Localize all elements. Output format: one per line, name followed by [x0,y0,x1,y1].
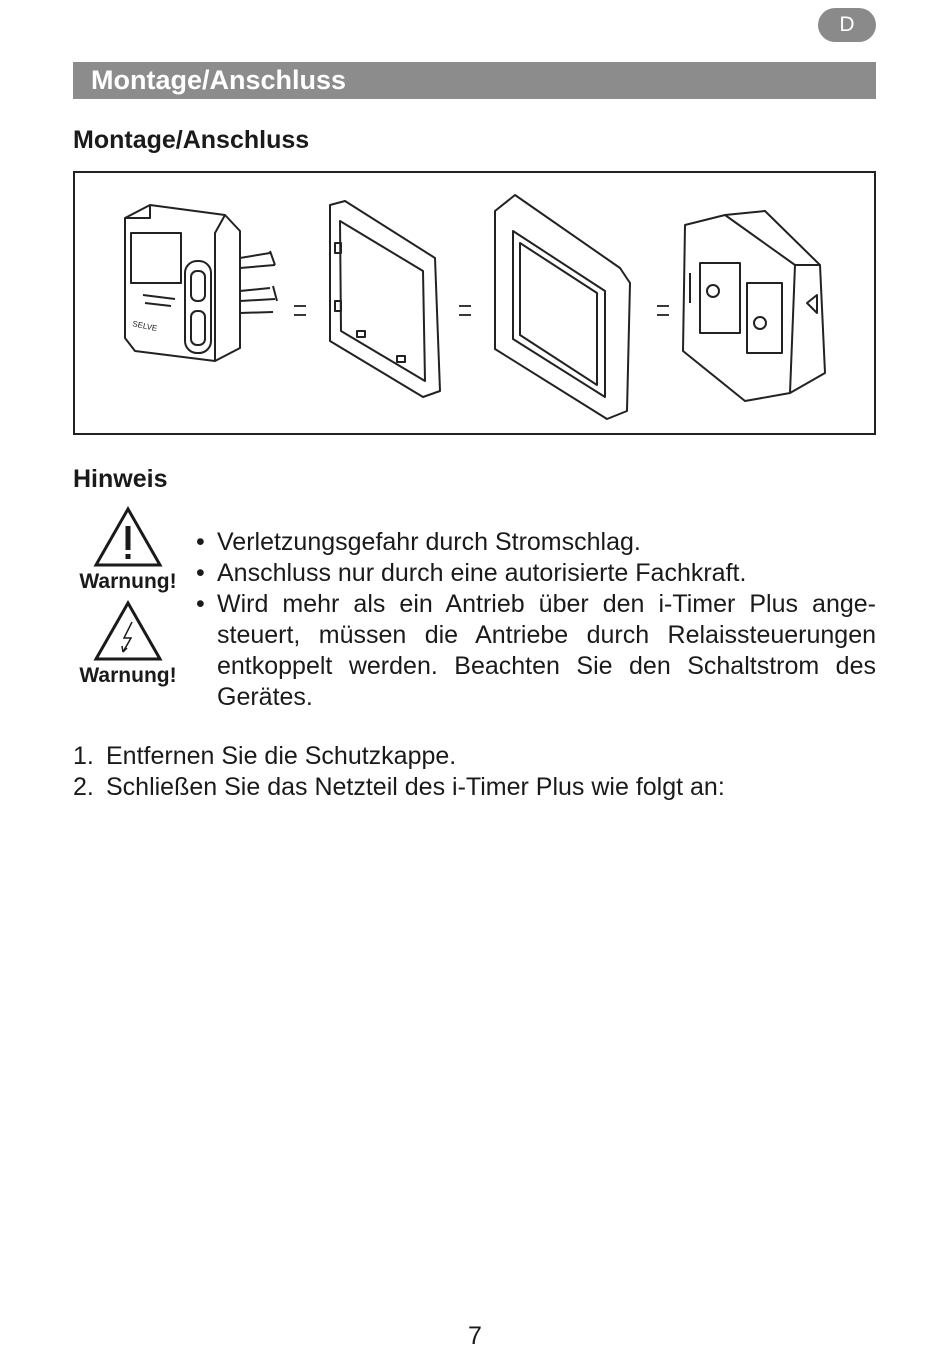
mounting-illustration [73,171,876,435]
section-title-bar: Montage/Anschluss [73,62,876,99]
page-number: 7 [468,1322,482,1350]
step-item [73,741,876,772]
device-brand-text: SELVE [131,319,159,334]
step-item [73,772,876,803]
electric-shock-warning-icon [93,600,163,662]
timer-device-drawing [125,205,277,361]
warning-label: Warnung! [79,570,177,593]
step-text: Entfernen Sie die Schutzkappe. [106,742,457,770]
outer-frame-drawing [495,195,630,419]
warning-general [73,506,183,594]
note-bullet: • Verletzungsgefahr durch Stromschlag. [192,527,876,558]
step-number: 2. [73,773,94,801]
mounting-heading: Montage/Anschluss [73,126,310,154]
note-bullet: • Wird mehr als ein Antrieb über den i-Timer Plus angesteuert, müssen die Antriebe durch Relaissteuerungen entkoppelt werden. Beachten Sie den Schaltstrom des Gerätes. [192,589,876,713]
note-bullet-list [192,527,876,713]
mounting-diagram [75,173,874,433]
step-number: 1. [73,742,94,770]
exclamation-warning-icon [93,506,163,568]
step-text: Schließen Sie das Netzteil des i-Timer Plus wie folgt an: [106,773,725,801]
language-badge: D [818,8,876,42]
warning-electric [73,600,183,688]
instruction-steps [73,741,876,803]
note-heading: Hinweis [73,465,168,493]
inner-frame-drawing [330,201,440,397]
note-bullet: • Anschluss nur durch eine autorisierte Fachkraft. [192,558,876,589]
warning-label: Warnung! [79,664,177,687]
socket-insert-drawing [683,211,825,401]
